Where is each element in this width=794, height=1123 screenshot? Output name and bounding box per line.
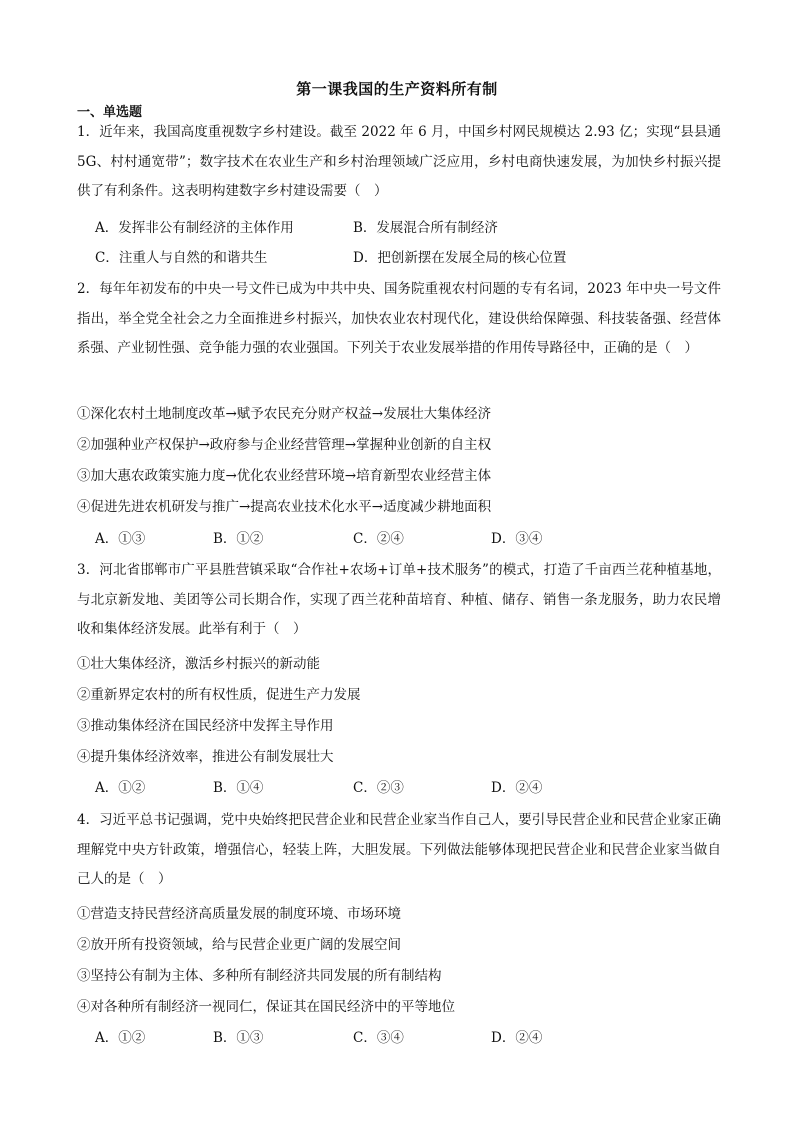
question-4-statement-3: ③坚持公有制为主体、多种所有制经济共同发展的所有制结构: [77, 968, 442, 984]
question-1-option-b: B．发展混合所有制经济: [353, 220, 498, 236]
question-3-option-d: D．②④: [491, 780, 543, 796]
question-1-option-a: A．发挥非公有制经济的主体作用: [95, 220, 294, 236]
question-3-option-b: B．①④: [213, 780, 264, 796]
question-1-option-c: C．注重人与自然的和谐共生: [95, 250, 268, 266]
question-3-stem: 3．河北省邯郸市广平县胜营镇采取“合作社+农场+订单+技术服务”的模式，打造了千亩西兰花种植基地，与北京新发地、美团等公司长期合作，实现了西兰花种苗培育、种植、储存、销售一条龙服务，助力农民增收和集体经济发展。此举有利于（ ）: [77, 562, 721, 637]
question-3-statement-2: ②重新界定农村的所有权性质，促进生产力发展: [77, 687, 361, 703]
question-2-stem: 2．每年年初发布的中央一号文件已成为中共中央、国务院重视农村问题的专有名词，2023 年中央一号文件指出，举全党全社会之力全面推进乡村振兴，加快农业农村现代化，建设供给保障强、科技装备强、经营体系强、产业韧性强、竞争能力强的农业强国。下列关于农业发展举措的作用传导路径中，正确的是（ ）: [77, 281, 721, 356]
question-3-statement-1: ①壮大集体经济，激活乡村振兴的新动能: [77, 656, 320, 672]
question-4-option-c: C．③④: [353, 1030, 404, 1046]
question-4-option-b: B．①③: [213, 1030, 264, 1046]
question-3-option-a: A．①②: [95, 780, 146, 796]
question-4-statement-1: ①营造支持民营经济高质量发展的制度环境、市场环境: [77, 906, 401, 922]
question-1-stem: 1．近年来，我国高度重视数字乡村建设。截至 2022 年 6 月，中国乡村网民规模达 2.93 亿；实现“县县通 5G、村村通宽带”；数字技术在农业生产和乡村治理领域广泛应用，乡村电商快速发展，为加快乡村振兴提供了有利条件。这表明构建数字乡村建设需要（ ）: [77, 124, 721, 199]
question-2-option-c: C．②④: [353, 531, 404, 547]
question-4-option-d: D．②④: [491, 1030, 543, 1046]
question-2-option-d: D．③④: [491, 531, 543, 547]
question-2-option-b: B．①②: [213, 531, 264, 547]
page-title: 第一课我国的生产资料所有制: [296, 80, 498, 98]
question-2-statement-1: ①深化农村土地制度改革→赋予农民充分财产权益→发展壮大集体经济: [77, 406, 492, 422]
question-1-option-d: D．把创新摆在发展全局的核心位置: [353, 250, 567, 266]
question-3-statement-4: ④提升集体经济效率，推进公有制发展壮大: [77, 749, 334, 765]
question-2-statement-4: ④促进先进农机研发与推广→提高农业技术化水平→适度减少耕地面积: [77, 499, 492, 515]
question-2-statement-2: ②加强种业产权保护→政府参与企业经营管理→掌握种业创新的自主权: [77, 437, 492, 453]
question-4-stem: 4．习近平总书记强调，党中央始终把民营企业和民营企业家当作自己人，要引导民营企业和民营企业家正确理解党中央方针政策，增强信心，轻装上阵，大胆发展。下列做法能够体现把民营企业和民营企业家当做自己人的是（ ）: [77, 812, 721, 887]
question-4-statement-2: ②放开所有投资领域，给与民营企业更广阔的发展空间: [77, 937, 401, 953]
section-heading: 一、单选题: [77, 105, 143, 120]
question-3-statement-3: ③推动集体经济在国民经济中发挥主导作用: [77, 718, 334, 734]
question-2-statement-3: ③加大惠农政策实施力度→优化农业经营环境→培育新型农业经营主体: [77, 468, 492, 484]
question-4-option-a: A．①②: [95, 1030, 146, 1046]
question-2-option-a: A．①③: [95, 531, 146, 547]
question-3-option-c: C．②③: [353, 780, 404, 796]
question-4-statement-4: ④对各种所有制经济一视同仁，保证其在国民经济中的平等地位: [77, 999, 455, 1015]
